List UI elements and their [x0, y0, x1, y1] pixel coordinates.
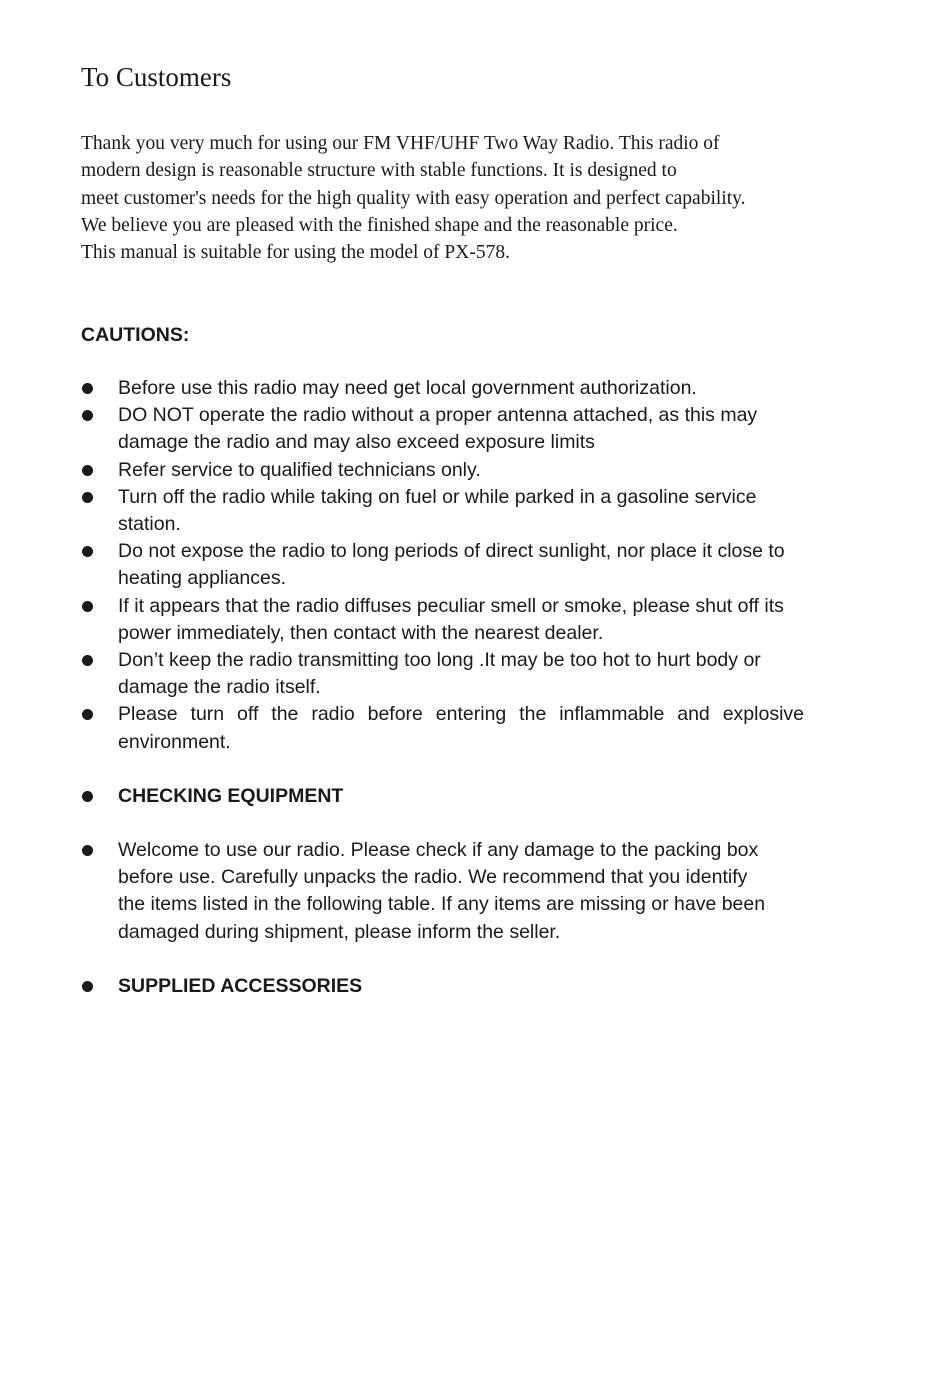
checking-equipment-heading: CHECKING EQUIPMENT — [118, 785, 344, 807]
caution-item — [0, 484, 804, 538]
intro-line: meet customer's needs for the high quality with easy operation and perfect capability. — [81, 187, 746, 209]
caution-item — [0, 538, 804, 592]
bullet-icon — [82, 546, 93, 557]
checking-line: the items listed in the following table. If any items are missing or have been — [118, 893, 766, 916]
bullet-icon — [82, 383, 93, 394]
bullet-icon — [82, 492, 93, 503]
intro-line: This manual is suitable for using the model of PX-578. — [81, 242, 510, 264]
caution-item — [0, 593, 804, 647]
checking-equipment-heading-item — [0, 783, 950, 810]
caution-text: Before use this radio may need get local government authorization. — [118, 377, 697, 399]
checking-line: damaged during shipment, please inform the seller. — [118, 920, 561, 943]
page-title: To Customers — [81, 62, 232, 92]
caution-item — [0, 402, 804, 456]
caution-text: Please turn off the radio before entering the inflammable and explosive environment. — [118, 703, 804, 753]
caution-text: Refer service to qualified technicians only. — [118, 458, 481, 481]
checking-line: Welcome to use our radio. Please check if any damage to the packing box — [118, 839, 759, 861]
caution-item — [0, 457, 804, 484]
intro-line: modern design is reasonable structure with stable functions. It is designed to — [81, 160, 677, 182]
bullet-icon — [82, 845, 93, 856]
bullet-icon — [82, 601, 93, 612]
cautions-list — [0, 375, 950, 756]
checking-equipment-text — [118, 837, 804, 946]
intro-line: Thank you very much for using our FM VHF/UHF Two Way Radio. This radio of — [81, 133, 720, 154]
caution-item — [0, 701, 804, 755]
bullet-icon — [82, 709, 93, 720]
checking-equipment-item — [0, 837, 950, 946]
caution-text: Do not expose the radio to long periods of direct sunlight, nor place it close to heating appliances. — [118, 540, 785, 590]
caution-text: Don’t keep the radio transmitting too long .It may be too hot to hurt body or damage the radio itself. — [118, 649, 761, 699]
cautions-heading: CAUTIONS: — [81, 324, 190, 346]
bullet-icon — [82, 791, 93, 802]
checking-line: before use. Carefully unpacks the radio. We recommend that you identify — [118, 866, 748, 889]
intro-line: We believe you are pleased with the finished shape and the reasonable price. — [81, 214, 678, 236]
caution-text: Turn off the radio while taking on fuel or while parked in a gasoline service station. — [118, 485, 757, 536]
caution-item — [0, 647, 804, 701]
bullet-icon — [82, 655, 93, 666]
caution-item — [0, 375, 804, 402]
supplied-accessories-heading-item — [0, 973, 950, 1000]
caution-text: If it appears that the radio diffuses peculiar smell or smoke, please shut off its power immediately, then contact with the nearest dealer. — [118, 594, 784, 644]
bullet-icon — [82, 410, 93, 421]
bullet-icon — [82, 981, 93, 992]
intro-paragraph — [81, 130, 821, 266]
supplied-accessories-heading: SUPPLIED ACCESSORIES — [118, 975, 363, 997]
bullet-icon — [82, 465, 93, 476]
caution-text: DO NOT operate the radio without a proper antenna attached, as this may damage the radio and may also exceed exposure limits — [118, 404, 758, 454]
